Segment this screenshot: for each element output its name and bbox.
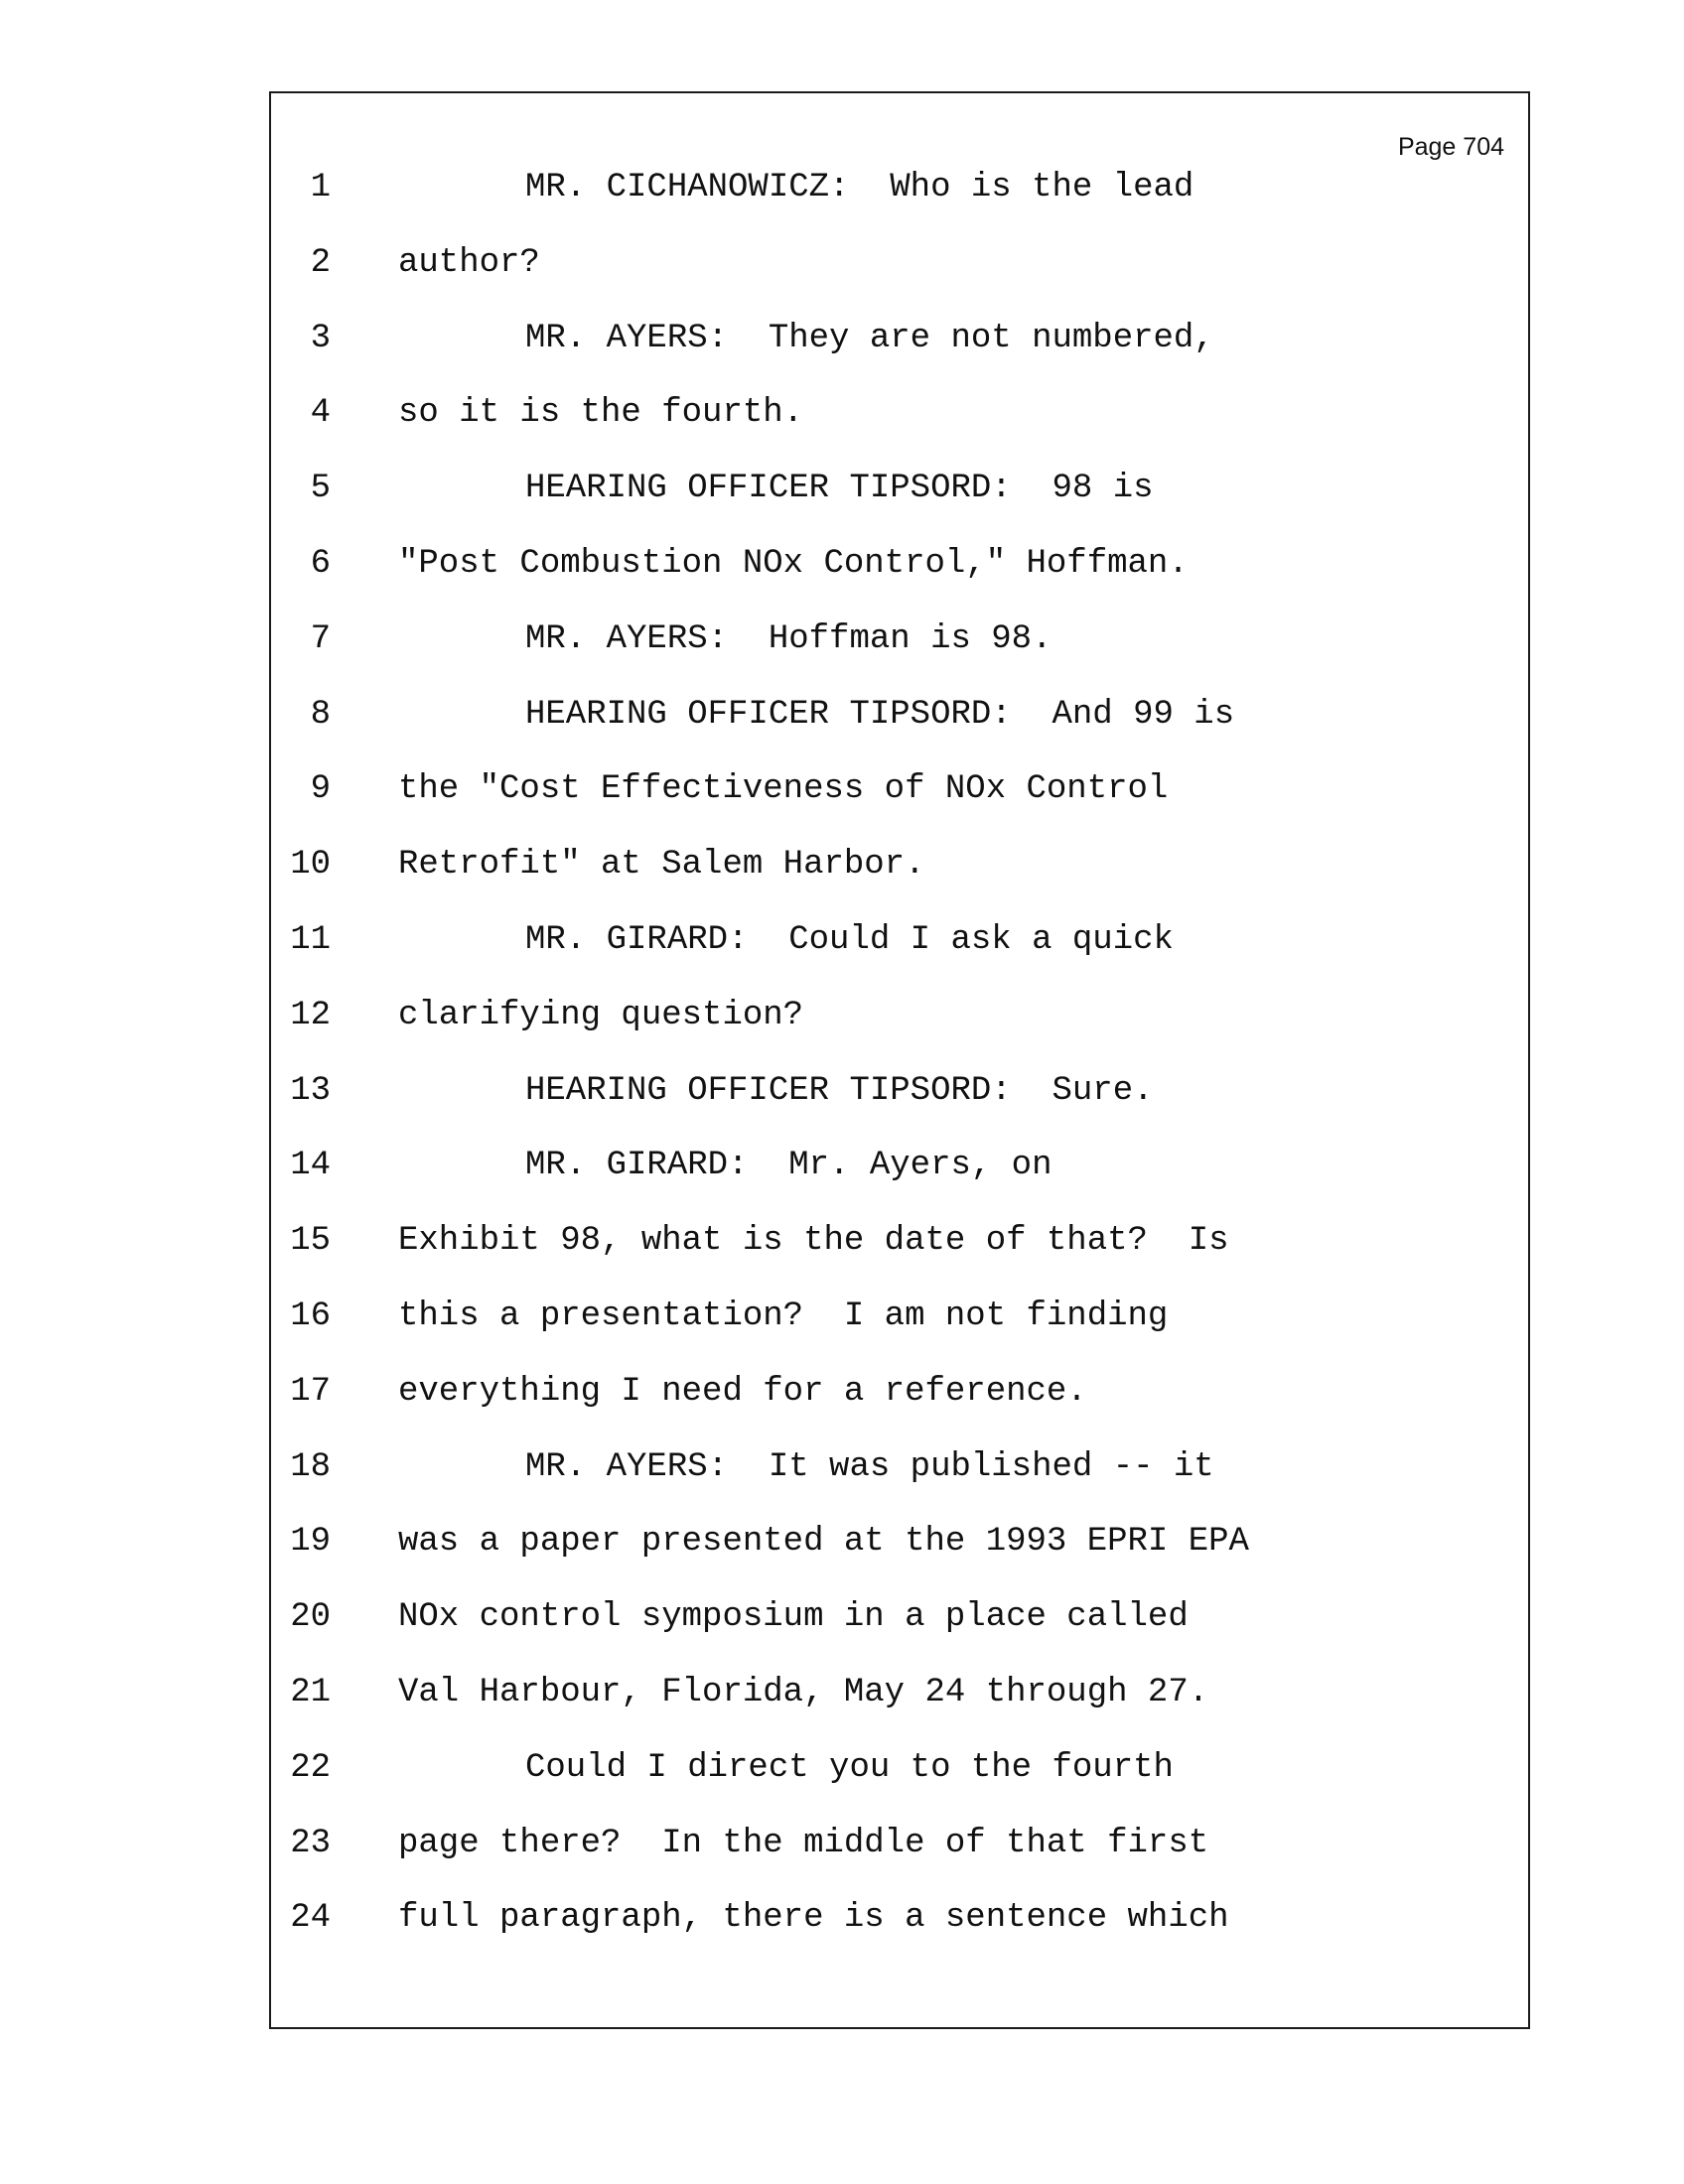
line-text: MR. GIRARD: Could I ask a quick (525, 920, 1174, 959)
transcript-line (271, 1146, 1528, 1221)
transcript-line (271, 1824, 1528, 1899)
line-text: full paragraph, there is a sentence which (398, 1899, 1229, 1938)
line-text: MR. AYERS: They are not numbered, (525, 319, 1214, 357)
line-number: 24 (290, 1899, 331, 1938)
transcript-line (271, 319, 1528, 394)
line-number: 6 (310, 544, 331, 583)
transcript-line (271, 769, 1528, 845)
transcript-line (271, 243, 1528, 319)
line-text: MR. AYERS: Hoffman is 98. (525, 619, 1052, 658)
line-text: "Post Combustion NOx Control," Hoffman. (398, 544, 1189, 583)
line-number: 9 (310, 770, 331, 809)
line-text: MR. AYERS: It was published -- it (525, 1447, 1214, 1486)
line-number: 19 (290, 1523, 331, 1562)
line-number: 14 (290, 1147, 331, 1185)
transcript-line (271, 544, 1528, 619)
transcript-line (271, 1898, 1528, 1974)
line-number: 13 (290, 1071, 331, 1110)
line-text: Exhibit 98, what is the date of that? Is (398, 1222, 1229, 1261)
line-number: 4 (310, 394, 331, 433)
page-number: Page 704 (1397, 133, 1504, 161)
line-text: the "Cost Effectiveness of NOx Control (398, 770, 1169, 809)
transcript-line (271, 619, 1528, 695)
transcript-line (271, 1522, 1528, 1597)
transcript-line (271, 996, 1528, 1071)
line-text: page there? In the middle of that first (398, 1824, 1209, 1862)
line-number: 1 (310, 169, 331, 206)
line-number: 17 (290, 1372, 331, 1411)
transcript-line (271, 1673, 1528, 1748)
transcript-line (271, 695, 1528, 770)
line-number: 7 (310, 619, 331, 658)
line-text: HEARING OFFICER TIPSORD: And 99 is (525, 695, 1235, 734)
line-text: author? (398, 243, 540, 282)
transcript-line (271, 920, 1528, 996)
line-text: Val Harbour, Florida, May 24 through 27. (398, 1673, 1209, 1711)
line-number: 3 (310, 319, 331, 357)
line-number: 16 (290, 1297, 331, 1335)
line-text: so it is the fourth. (398, 394, 804, 433)
line-number: 12 (290, 996, 331, 1034)
line-number: 22 (290, 1748, 331, 1787)
line-text: NOx control symposium in a place called (398, 1598, 1189, 1637)
line-text: Could I direct you to the fourth (525, 1748, 1174, 1787)
transcript-line (271, 1447, 1528, 1523)
transcript-line (271, 1297, 1528, 1372)
transcript-line (271, 1597, 1528, 1673)
transcript-line (271, 1748, 1528, 1824)
line-number: 21 (290, 1673, 331, 1711)
transcript-line (271, 845, 1528, 920)
transcript-line (271, 469, 1528, 544)
line-text: HEARING OFFICER TIPSORD: Sure. (525, 1071, 1154, 1110)
line-text: HEARING OFFICER TIPSORD: 98 is (525, 470, 1154, 508)
line-number: 23 (290, 1824, 331, 1862)
line-text: Retrofit" at Salem Harbor. (398, 846, 925, 885)
line-text: everything I need for a reference. (398, 1372, 1087, 1411)
line-number: 18 (290, 1447, 331, 1486)
line-text: was a paper presented at the 1993 EPRI EPA (398, 1523, 1249, 1562)
transcript-page (269, 91, 1530, 2029)
transcript-line (271, 1071, 1528, 1147)
line-number: 20 (290, 1598, 331, 1637)
line-number: 8 (310, 695, 331, 734)
line-number: 10 (290, 846, 331, 885)
line-text: clarifying question? (398, 996, 804, 1034)
line-text: MR. CICHANOWICZ: Who is the lead (525, 169, 1194, 206)
transcript-line (271, 1221, 1528, 1297)
transcript-body (271, 168, 1528, 1974)
line-number: 11 (290, 920, 331, 959)
transcript-line (271, 1372, 1528, 1447)
line-number: 2 (310, 243, 331, 282)
line-text: this a presentation? I am not finding (398, 1297, 1169, 1335)
line-number: 15 (290, 1222, 331, 1261)
line-number: 5 (310, 470, 331, 508)
transcript-line (271, 393, 1528, 469)
line-text: MR. GIRARD: Mr. Ayers, on (525, 1147, 1052, 1185)
transcript-line (271, 168, 1528, 243)
